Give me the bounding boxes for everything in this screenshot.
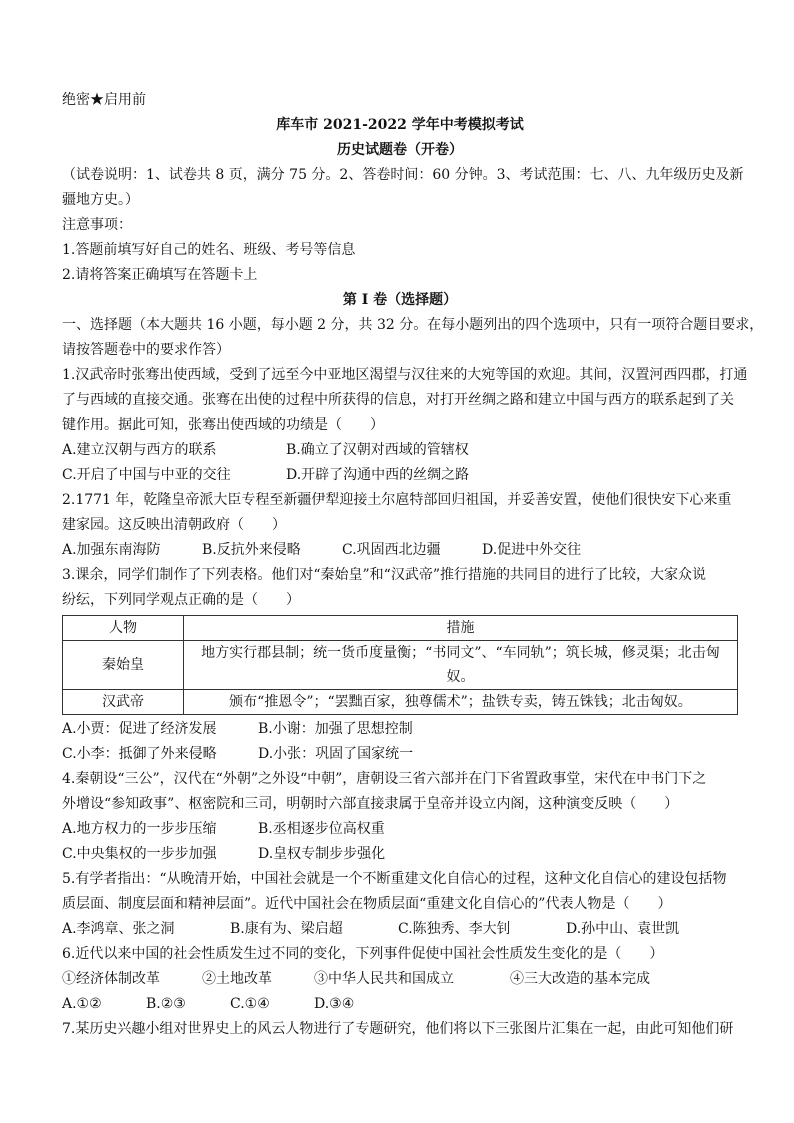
question-6-stem: 6.近代以来中国的社会性质发生过不同的变化，下列事件促使中国社会性质发生变化的是（ ） (62, 946, 664, 962)
option-d: D.促进中外交往 (482, 542, 582, 558)
question-6-options (62, 992, 738, 1017)
part1-intro-line2: 请按答题卷中的要求作答） (62, 342, 230, 358)
option-a: A.建立汉朝与西方的联系 (62, 442, 217, 458)
question-4-options-row1 (62, 817, 738, 842)
option-b: B.确立了汉朝对西域的管辖权 (286, 442, 469, 458)
question-5-options (62, 917, 738, 942)
table-cell-measures: 地方实行郡县制；统一货币度量衡；“书同文”、“车同轨”；筑长城，修灵渠；北击匈奴。 (184, 641, 738, 690)
question-2-options (62, 538, 738, 563)
option-b: B.康有为、梁启超 (230, 921, 343, 937)
option-d: D.③④ (314, 996, 355, 1012)
event-4: ④三大改造的基本完成 (510, 971, 650, 987)
part1-intro-line1: 一、选择题（本大题共 16 小题，每小题 2 分，共 32 分。在每小题列出的四个选项中，只有一项符合题目要求， (62, 317, 764, 333)
option-d: D.开辟了沟通中西的丝绸之路 (286, 467, 470, 483)
question-1-options-row2 (62, 463, 738, 488)
option-c: C.①④ (230, 996, 270, 1012)
table-row (63, 690, 738, 715)
option-d: D.皇权专制步步强化 (258, 846, 386, 862)
exam-subtitle: 历史试题卷（开卷） (337, 142, 463, 158)
event-3: ③中华人民共和国成立 (314, 971, 454, 987)
option-a: A.小贾：促进了经济发展 (62, 721, 217, 737)
question-3 (62, 563, 738, 767)
event-2: ②土地改革 (202, 971, 272, 987)
question-1 (62, 363, 748, 488)
option-c: C.陈独秀、李大钊 (398, 921, 511, 937)
option-b: B.小谢：加强了思想控制 (258, 721, 413, 737)
question-4-stem-line1: 4.秦朝设“三公”，汉代在“外朝”之外设“中朝”，唐朝设三省六部并在门下省置政事堂，宋代在中书门下之 (62, 771, 707, 787)
option-d: D.小张：巩固了国家统一 (258, 746, 414, 762)
exam-description-line1: （试卷说明：1、试卷共 8 页，满分 75 分。2、答卷时间：60 分钟。3、考试范围：七、八、九年级历史及新 (62, 167, 744, 183)
option-d: D.孙中山、袁世凯 (566, 921, 680, 937)
question-3-options-row2 (62, 742, 738, 767)
notes-heading: 注意事项： (62, 217, 132, 233)
question-4 (62, 767, 738, 867)
question-3-stem-line2: 纷纭，下列同学观点正确的是（ ） (62, 592, 300, 608)
event-1: ①经济体制改革 (62, 971, 160, 987)
question-1-stem-line1: 1.汉武帝时张骞出使西域，受到了远至今中亚地区渴望与汉往来的大宛等国的欢迎。其间，汉置河西四郡，打通 (62, 367, 748, 383)
option-b: B.丞相逐步位高权重 (258, 821, 385, 837)
note-item-2: 2.请将答案正确填写在答题卡上 (62, 267, 258, 283)
note-item-1: 1.答题前填写好自己的姓名、班级、考号等信息 (62, 242, 356, 258)
question-7 (62, 1017, 738, 1042)
question-3-stem-line1: 3.课余，同学们制作了下列表格。他们对“秦始皇”和“汉武帝”推行措施的共同目的进行了比较，大家众说 (62, 567, 706, 583)
option-c: C.巩固西北边疆 (342, 542, 441, 558)
question-5 (62, 867, 738, 942)
option-c: C.小李：抵御了外来侵略 (62, 746, 217, 762)
question-2-stem-line1: 2.1771 年，乾隆皇帝派大臣专程至新疆伊犁迎接土尔扈特部回归祖国，并妥善安置，使他们很快安下心来重 (62, 492, 732, 508)
comparison-table (62, 615, 738, 715)
option-a: A.加强东南海防 (62, 542, 161, 558)
table-row (63, 641, 738, 690)
question-6-events (62, 967, 738, 992)
question-7-stem-line1: 7.某历史兴趣小组对世界史上的风云人物进行了专题研究，他们将以下三张图片汇集在一起，由此可知他们研 (62, 1021, 734, 1037)
question-1-stem-line3: 键作用。据此可知，张骞出使西域的功绩是（ ） (62, 417, 384, 433)
table-header-row (63, 616, 738, 641)
question-4-options-row2 (62, 842, 738, 867)
confidential-mark: 绝密★启用前 (62, 92, 146, 108)
part1-title: 第 I 卷（选择题） (342, 292, 458, 308)
table-cell-person: 汉武帝 (63, 690, 184, 715)
question-2-stem-line2: 建家园。这反映出清朝政府（ ） (62, 517, 286, 533)
question-2 (62, 488, 738, 563)
table-header-person: 人物 (63, 616, 184, 641)
option-b: B.反抗外来侵略 (202, 542, 301, 558)
question-1-options-row1 (62, 438, 738, 463)
option-b: B.②③ (146, 996, 186, 1012)
option-c: C.开启了中国与中亚的交往 (62, 467, 231, 483)
table-cell-measures: 颁布“推恩令”；“罢黜百家，独尊儒术”；盐铁专卖，铸五铢钱；北击匈奴。 (184, 690, 738, 715)
question-3-options-row1 (62, 717, 738, 742)
table-header-measures: 措施 (184, 616, 738, 641)
question-4-stem-line2: 外增设“参知政事”、枢密院和三司，明朝时六部直接隶属于皇帝并设立内阁，这种演变反映（ ） (62, 796, 679, 812)
option-c: C.中央集权的一步步加强 (62, 846, 217, 862)
option-a: A.①② (62, 996, 102, 1012)
exam-description-line2: 疆地方史。） (62, 192, 139, 208)
question-6 (62, 942, 738, 1017)
question-5-stem-line2: 质层面、制度层面和精神层面”。近代中国社会在物质层面“重建文化自信心的”代表人物是（ ） (62, 896, 672, 912)
option-a: A.地方权力的一步步压缩 (62, 821, 217, 837)
exam-page (62, 88, 764, 1042)
option-a: A.李鸿章、张之洞 (62, 921, 175, 937)
exam-title: 库车市 2021-2022 学年中考模拟考试 (276, 117, 524, 133)
question-1-stem-line2: 了与西域的直接交通。张骞在出使的过程中所获得的信息，对打开丝绸之路和建立中国与西方的联系起到了关 (62, 392, 734, 408)
question-5-stem-line1: 5.有学者指出：“从晚清开始，中国社会就是一个不断重建文化自信心的过程，这种文化自信心的建设包括物 (62, 871, 727, 887)
table-cell-person: 秦始皇 (63, 641, 184, 690)
